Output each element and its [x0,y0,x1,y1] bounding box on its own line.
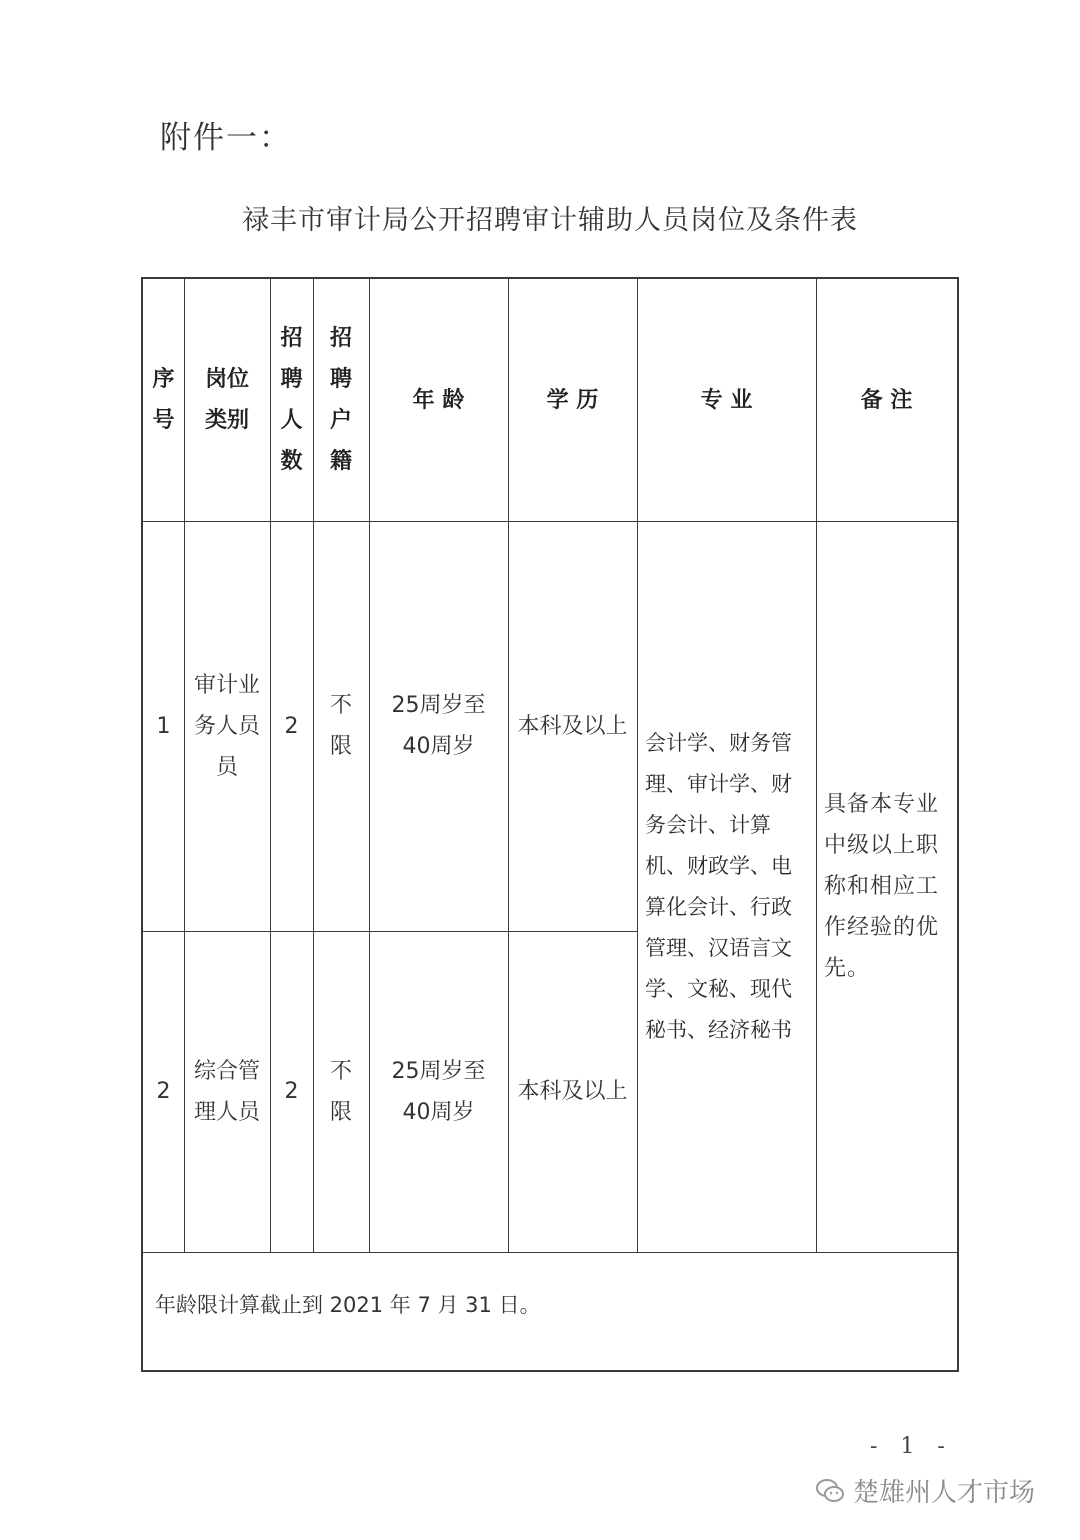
watermark [815,1472,1035,1509]
document-title: 禄丰市审计局公开招聘审计辅助人员岗位及条件表 [242,205,858,236]
row1-education: 本科及以上 [517,713,628,739]
shared-remark: 具备本专业中级以上职称和相应工作经验的优先。 [824,792,940,981]
page-number: - 1 - [870,1434,953,1459]
header-seq: 序号 [152,367,175,433]
header-household: 招聘户籍 [329,326,352,474]
row2-seq: 2 [156,1079,171,1104]
row1-household: 不限 [329,693,352,759]
shared-major: 会计学、财务管理、审计学、财务会计、计算机、财政学、电算化会计、行政管理、汉语言文学、文秘、现代秘书、经济秘书 [645,730,792,1042]
row1-category: 审计业务人员员 [193,672,260,780]
row1-count: 2 [284,713,299,739]
header-count: 招聘人数 [280,326,303,474]
header-age: 年 龄 [412,387,465,413]
header-category: 岗位类别 [204,367,249,433]
age-footnote: 年龄限计算截止到 2021 年 7 月 31 日。 [155,1293,541,1317]
row2-age: 25周岁至40周岁 [391,1058,486,1125]
row2-household: 不限 [329,1058,352,1125]
wechat-icon [815,1478,845,1504]
attachment-label: 附件一： [160,120,292,156]
row2-count: 2 [284,1079,299,1104]
header-remark: 备 注 [860,387,913,413]
row1-age: 25周岁至40周岁 [391,693,486,759]
recruitment-table [141,277,959,1372]
row2-category: 综合管理人员 [193,1058,260,1125]
row1-seq: 1 [156,713,171,739]
header-major: 专 业 [700,387,753,413]
watermark-text: 楚雄州人才市场 [853,1478,1036,1508]
header-education: 学 历 [546,387,599,413]
row2-education: 本科及以上 [517,1079,628,1104]
